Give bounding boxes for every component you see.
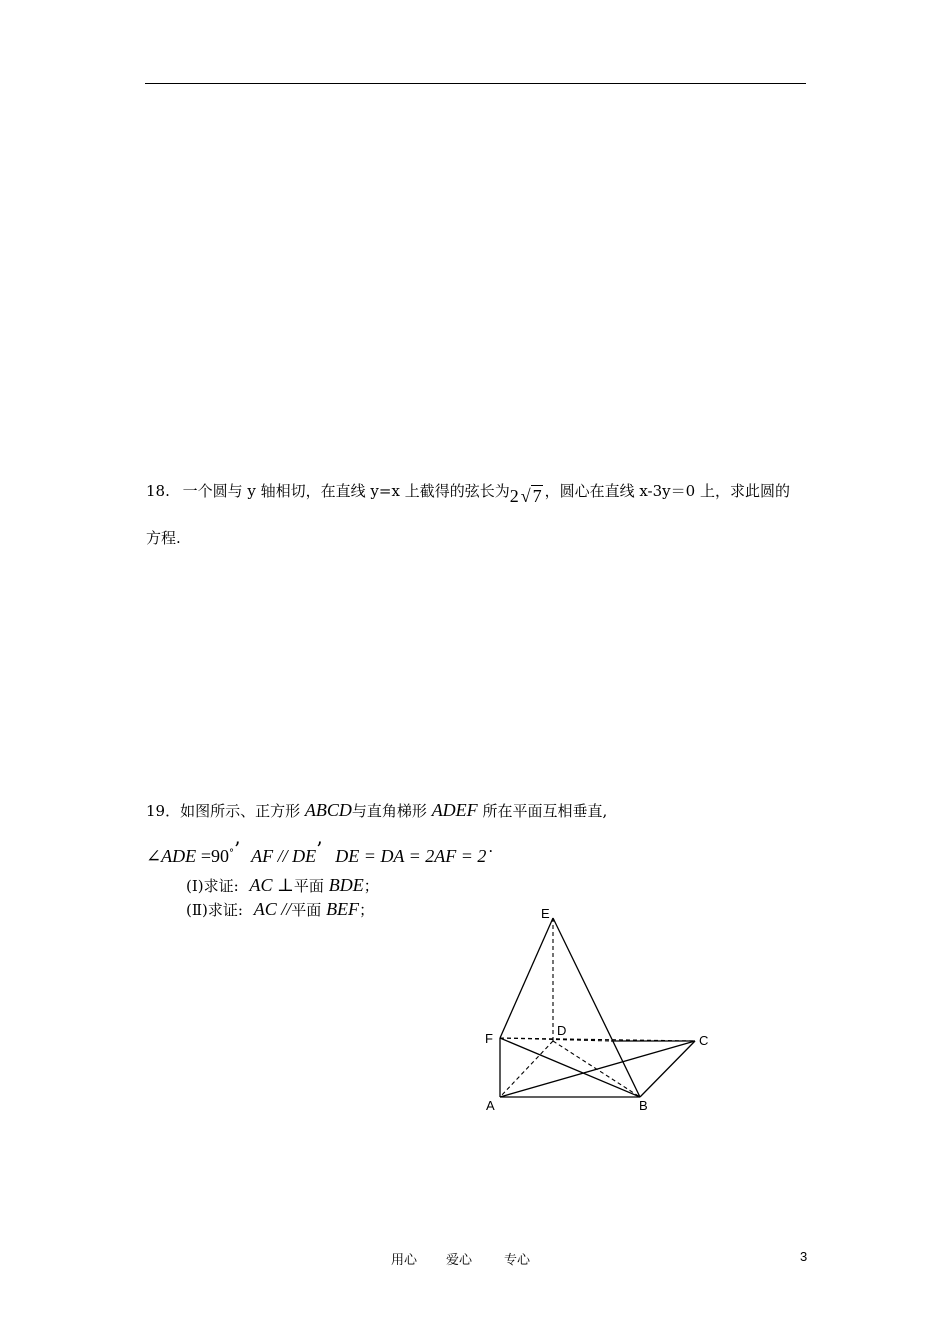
- q19-part1-plane: 平面: [293, 877, 324, 895]
- q19-intro-a: 如图所示、正方形: [180, 802, 301, 820]
- q19-line1: [146, 800, 607, 821]
- q19-square-name: ABCD: [304, 800, 352, 820]
- footer-motto-2: 爱心: [446, 1253, 473, 1268]
- q18-radical-expression: [509, 482, 545, 506]
- q18-radical: √ 7: [520, 486, 542, 506]
- q19-end-dot: ·: [488, 842, 494, 860]
- q19-number: 19．: [146, 802, 181, 820]
- label-C: C: [699, 1033, 709, 1048]
- q19-angle-value: =90: [200, 846, 230, 866]
- q19-sep2: ’: [316, 837, 323, 861]
- q18-line2: 方程.: [146, 529, 181, 547]
- q19-part2-plane-name: BEF: [326, 899, 360, 919]
- q19-part2-end: ；: [359, 901, 375, 919]
- q19-intro-c: 所在平面互相垂直,: [482, 802, 608, 820]
- page-number: 3: [800, 1249, 808, 1264]
- q19-degree: °: [229, 848, 235, 859]
- edge-FB: [500, 1038, 640, 1097]
- q19-sep1: ’: [234, 837, 241, 861]
- q19-part1-expr: AC ⊥: [249, 875, 294, 895]
- q19-angle: ∠ADE: [146, 846, 197, 866]
- geometry-figure: [480, 900, 730, 1125]
- label-B: B: [639, 1098, 648, 1113]
- q19-part1-label: (Ⅰ)求证:: [186, 877, 239, 895]
- label-D: D: [557, 1023, 567, 1038]
- header-rule: [145, 83, 806, 84]
- footer-motto-1: 用心: [391, 1253, 418, 1268]
- q19-part2: [186, 899, 374, 920]
- q19-trapezoid-name: ADEF: [431, 800, 478, 820]
- q18-text: 一个圆与 y 轴相切，在直线 y=x 上截得的弦长为: [182, 482, 510, 500]
- label-A: A: [486, 1098, 495, 1113]
- label-F: F: [485, 1031, 493, 1046]
- q18-number: 18.: [146, 482, 170, 500]
- footer-motto-3: 专心: [504, 1253, 531, 1268]
- q19-part1-plane-name: BDE: [328, 875, 364, 895]
- q19-conditions: [146, 839, 493, 867]
- q18-radical-coef: 2: [509, 486, 519, 506]
- q18-text-after: ，圆心在直线 x-3y＝0 上，求此圆的: [544, 482, 790, 500]
- edge-EF: [500, 918, 553, 1038]
- q18-line1: [146, 481, 790, 506]
- q19-part2-label: (Ⅱ)求证:: [186, 901, 243, 919]
- q19-part2-expr: AC //: [253, 899, 292, 919]
- q19-equalities: DE = DA = 2AF = 2: [335, 846, 487, 866]
- q18-radicand: 7: [532, 486, 542, 506]
- q19-part2-plane: 平面: [291, 901, 322, 919]
- q19-intro-b: 与直角梯形: [351, 802, 427, 820]
- q19-part1-end: ；: [363, 877, 379, 895]
- label-E: E: [541, 906, 550, 921]
- edge-EB: [553, 918, 640, 1097]
- q19-part1: [186, 875, 379, 896]
- q19-parallel: AF // DE: [251, 846, 317, 866]
